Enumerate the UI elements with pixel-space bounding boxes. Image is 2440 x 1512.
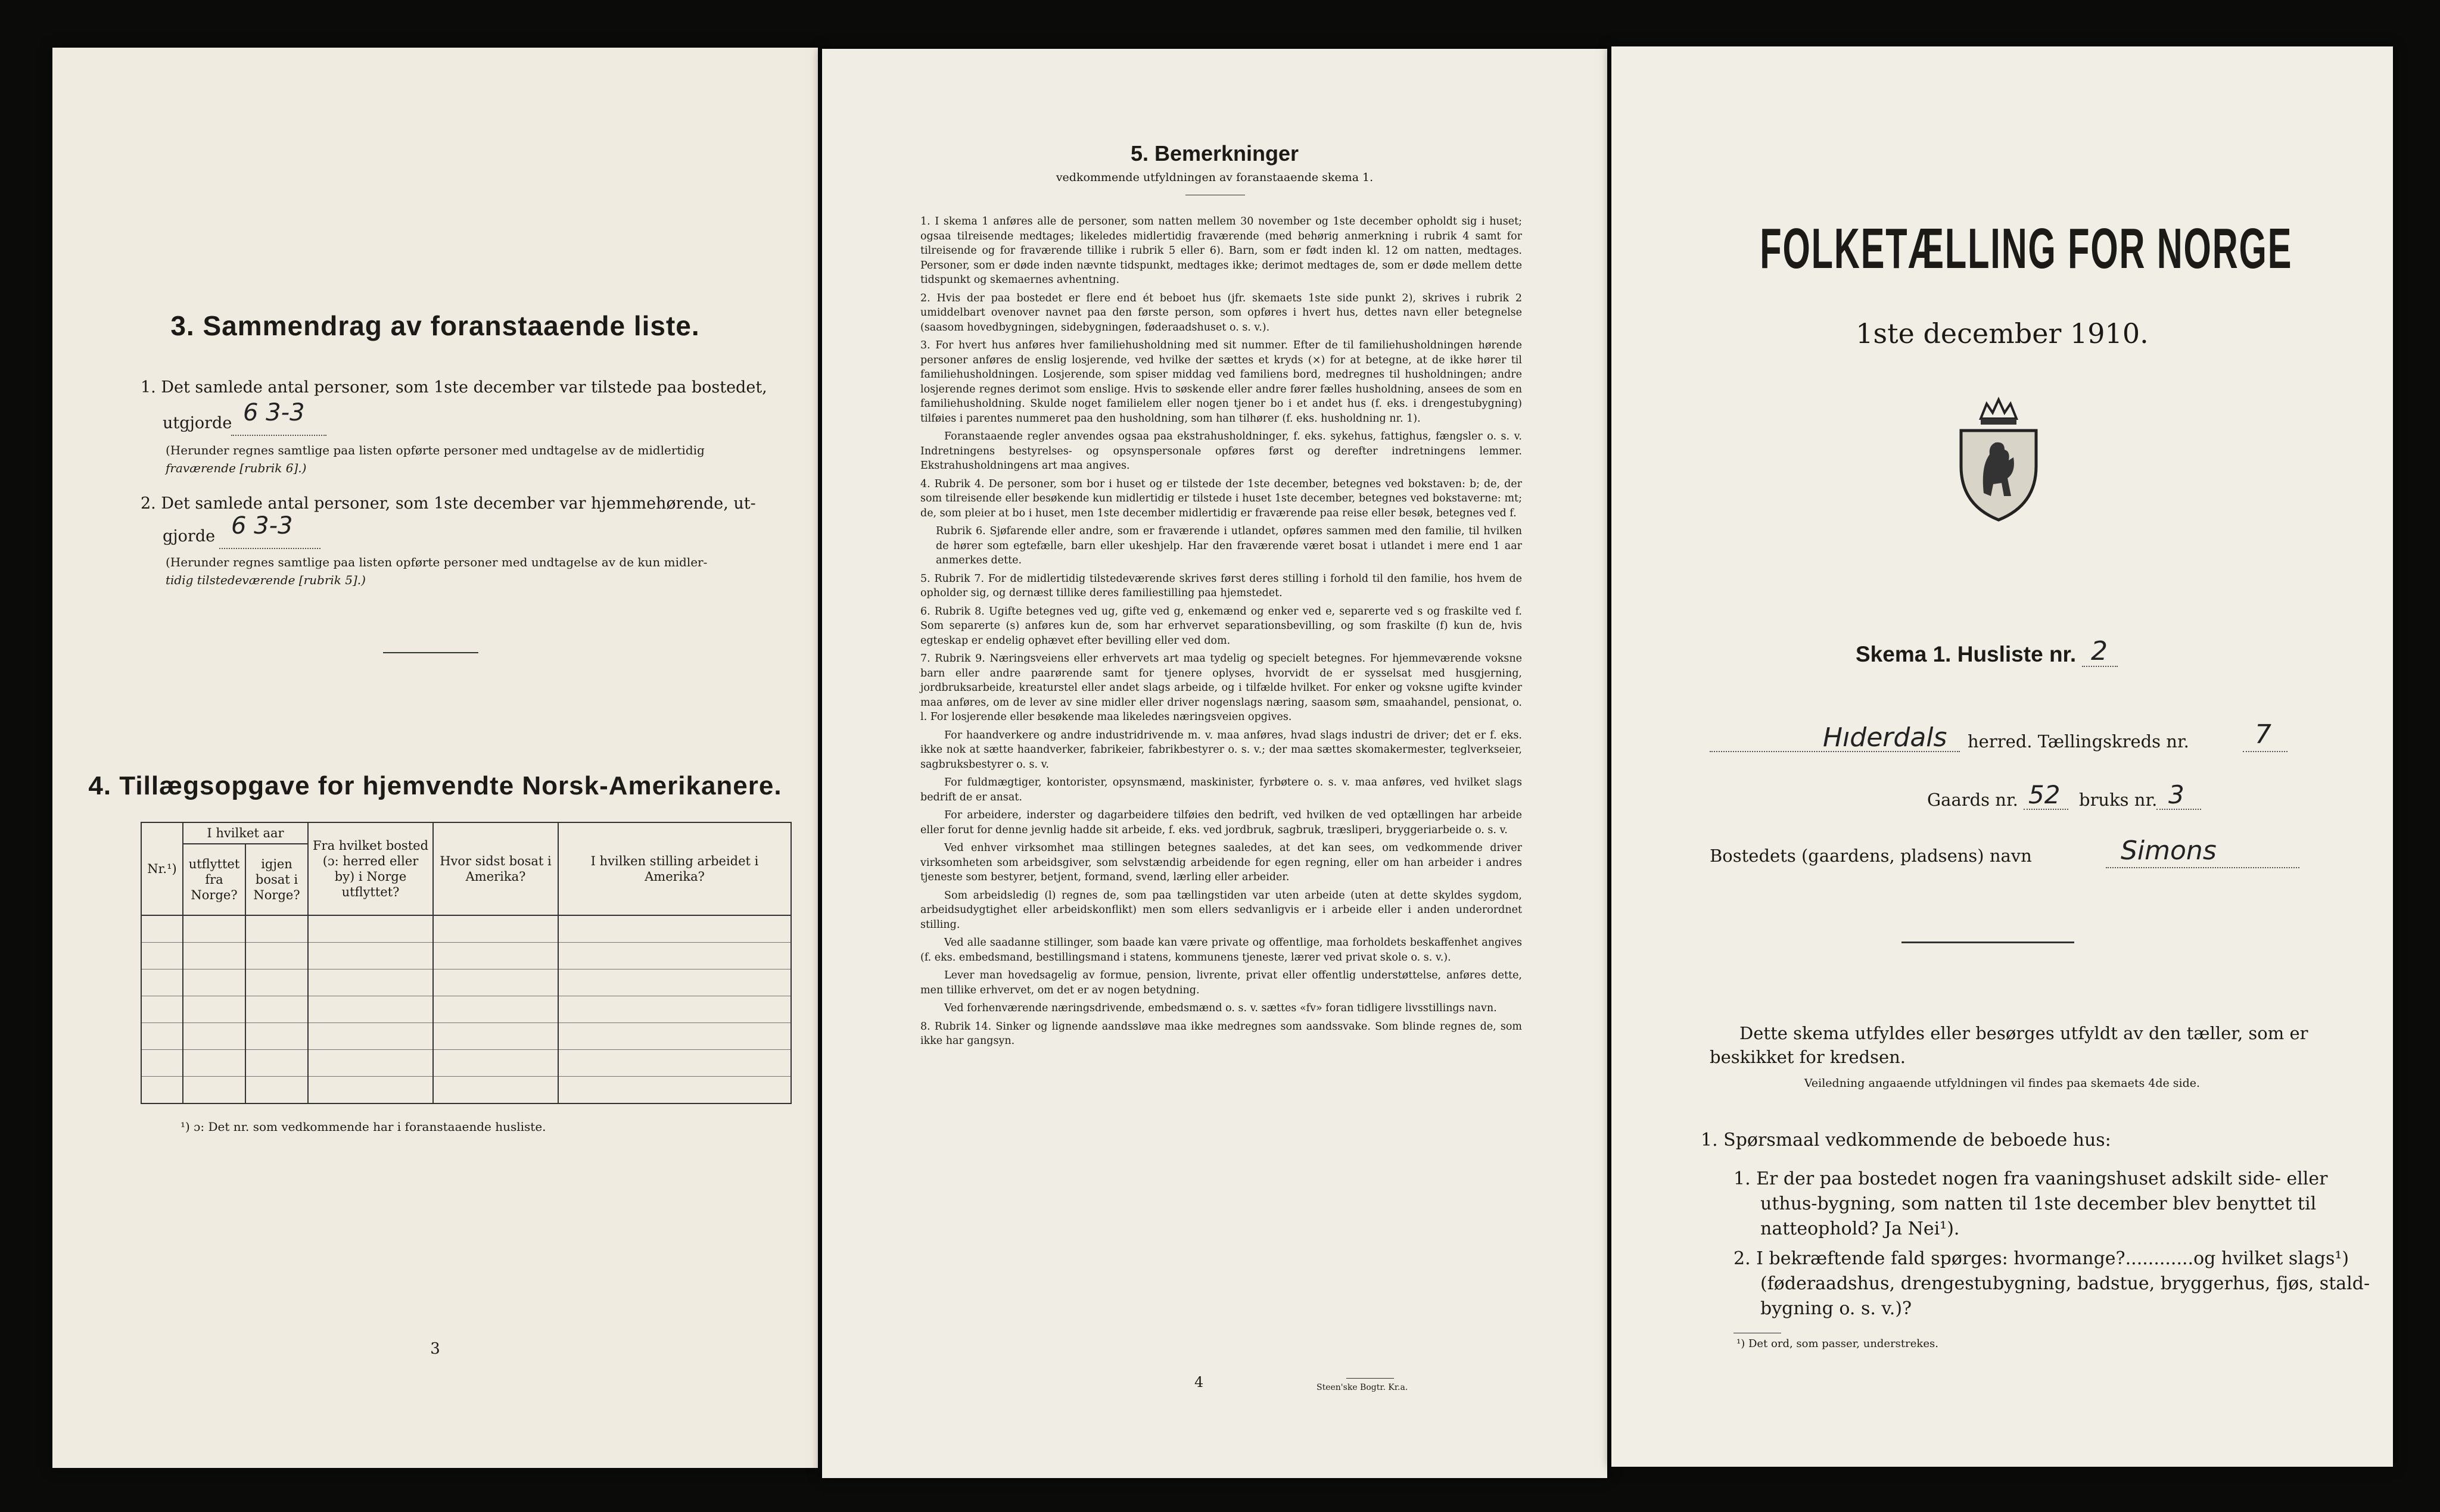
col-fra: Fra hvilket bosted (ɔ: herred eller by) i Norge utflyttet? [308, 822, 433, 915]
census-title-wrap [1611, 216, 2393, 282]
section-3-title: 3. Sammendrag av foranstaaende liste. [170, 310, 700, 341]
kreds-number-handwritten: 7 [2255, 719, 2271, 750]
question-heading: 1. Spørsmaal vedkommende de beboede hus: [1701, 1130, 2111, 1151]
bosted-label: Bostedets (gaardens, pladsens) navn [1710, 846, 2032, 866]
question-1-line-2: uthus-bygning, som natten til 1ste december blev benyttet til [1760, 1193, 2317, 1214]
gaards-number-handwritten: 52 [2028, 780, 2061, 809]
question-2-line-2: (føderaadshus, drengestubygning, badstue, bryggerhus, fjøs, stald- [1760, 1273, 2370, 1294]
remark-paragraph: Foranstaaende regler anvendes ogsaa paa ekstrahusholdninger, f. eks. sykehus, fattighus, fængsler o. s. v. Indretningens bestyrelses- og opsynspersonale opføres først og derefter indretningens lemmer. Ekstrahusholdningens art maa angives. [920, 431, 1522, 472]
remark-paragraph: Rubrik 6. Sjøfarende eller andre, som er fraværende i utlandet, opføres sammen med den familie, til hvilken de hører som egtefælle, barn eller ukeshjelp. Har den fraværende været bosat i utlandet i mere end 1 aar anmerkes dette. [936, 525, 1522, 566]
divider [383, 652, 478, 653]
remark-paragraph: Ved enhver virksomhet maa stillingen betegnes saaledes, at det kan sees, om vedkommende driver virksomheten som arbeidsgiver, som selvstændig arbeidende for egen regning, eller om han arbeider i andres tjeneste som bestyrer, betjent, formand, svend, lærling eller arbeider. [920, 842, 1522, 883]
husliste-number-handwritten: 2 [2091, 636, 2108, 666]
item-2-note-cont: tidig tilstedeværende [rubrik 5].) [166, 573, 366, 587]
item-2-gjorde-label: gjorde [163, 527, 216, 545]
bruks-number-handwritten: 3 [2168, 780, 2184, 809]
question-2-line-3: bygning o. s. v.)? [1760, 1298, 1912, 1319]
col-nr: Nr.¹) [141, 822, 183, 915]
gaards-label: Gaards nr. [1927, 790, 2018, 810]
remark-paragraph: Ved alle saadanne stillinger, som baade kan være private og offentlige, maa forholdets beskaffenhet angives (f. eks. embedsmand, bestillingsmand i statens, kommunens tjeneste, lærer ved privat skole o. s. v.). [920, 937, 1522, 964]
question-1-line-1: 1. Er der paa bostedet nogen fra vaaningshuset adskilt side- eller [1733, 1168, 2328, 1189]
remark-paragraph: 5. Rubrik 7. For de midlertidig tilstedeværende skrives først deres stilling i forhold til den familie, hos hvem de opholder sig, og dernæst tillike deres familiestilling paa hjemstedet. [920, 572, 1522, 599]
col-group-aar: I hvilket aar [183, 822, 308, 844]
norsk-amerikanere-table [141, 822, 792, 1104]
page-number: 3 [430, 1340, 440, 1358]
printer-mark: Steen'ske Bogtr. Kr.a. [1317, 1383, 1408, 1392]
remark-paragraph: For fuldmægtiger, kontorister, opsynsmænd, maskinister, fyrbøtere o. s. v. maa anføres, ved hvilket slags bedrift de er ansat. [920, 777, 1522, 803]
col-stilling: I hvilken stilling arbeidet i Amerika? [558, 822, 791, 915]
page-4-remarks [822, 49, 1607, 1478]
bruks-label: bruks nr. [2079, 790, 2158, 810]
intro-guidance: Veiledning angaaende utfyldningen vil findes paa skemaets 4de side. [1804, 1077, 2201, 1090]
census-date: 1ste december 1910. [1856, 317, 2149, 350]
kreds-dotted-line [2243, 751, 2288, 752]
table-row [141, 1077, 791, 1104]
item-1-utgjorde-label: utgjorde [163, 414, 232, 432]
table-row [141, 996, 791, 1023]
herred-label: herred. Tællingskreds nr. [1968, 731, 2189, 752]
item-1-note-cont: fraværende [rubrik 6].) [166, 461, 307, 475]
section-4-title: 4. Tillægsopgave for hjemvendte Norsk-Amerikanere. [88, 771, 782, 800]
item-1-handwritten-count: 6 3-3 [243, 399, 305, 426]
remarks-body [920, 214, 1522, 1052]
intro-text: Dette skema utfyldes eller besørges utfyldt av den tæller, som er [1739, 1023, 2308, 1043]
census-title: FOLKETÆLLING FOR NORGE [1760, 217, 2293, 280]
divider [1901, 942, 2074, 943]
remark-paragraph: 2. Hvis der paa bostedet er flere end ét beboet hus (jfr. skemaets 1ste side punkt 2), skrives i rubrik 2 umiddelbart ovenover navnet paa den første person, som opføres i hvert hus, dettes navn eller betegnelse (saasom hovedbygningen, sidebygningen, føderaadshuset o. s. v.). [920, 292, 1522, 333]
item-2-handwritten-count: 6 3-3 [231, 512, 293, 540]
remarks-title: 5. Bemerkninger [1130, 141, 1299, 166]
norway-coat-of-arms-icon [1954, 395, 2043, 523]
item-1-dotted-line [231, 435, 326, 436]
bosted-dotted-line [2106, 867, 2299, 868]
remark-paragraph: Som arbeidsledig (l) regnes de, som paa tællingstiden var uten arbeide (uten at dette skyldes sygdom, arbeidsudygtighet eller arbeidskonflikt) men som ellers sedvanligvis er i arbeide eller i anden underordnet stilling. [920, 889, 1522, 931]
table-row [141, 915, 791, 943]
table-row [141, 1050, 791, 1077]
remarks-subtitle: vedkommende utfyldningen av foranstaaende skema 1. [1056, 171, 1374, 184]
remark-paragraph: For arbeidere, inderster og dagarbeidere tilføies den bedrift, ved hvilken de ved optællingen har arbeide eller forut for denne jevnlig hadde sit arbeide, f. eks. ved jordbruk, sagbruk, træsliperi, bryggeriarbeide o. s. v. [920, 809, 1522, 836]
table-footnote: ¹) ɔ: Det nr. som vedkommende har i foranstaaende husliste. [180, 1120, 546, 1134]
question-1-line-3: natteophold? Ja Nei¹). [1760, 1218, 1960, 1239]
remark-paragraph: 7. Rubrik 9. Næringsveiens eller erhvervets art maa tydelig og specielt betegnes. For hjemmeværende voksne barn eller andre paarørende samt for tjenere oplyses, hvorvidt de er sysselsat med husgjerning, jordbruksarbeide, kreaturstel eller andet slags arbeide, og i tilfælde hvilket. For enker og voksne ugifte kvinder maa anføres, om de lever av sine midler eller driver nogenslags næring, saasom søm, smaahandel, pensionat, o. l. For losjerende eller besøkende maa likeledes næringsveien opgives. [920, 653, 1522, 723]
bruks-dotted-line [2156, 809, 2201, 810]
remark-paragraph: 1. I skema 1 anføres alle de personer, som natten mellem 30 november og 1ste december opholdt sig i huset; ogsaa tilreisende medtages; likeledes midlertidig fraværende (med behørig anmerkning i rubrik 4 samt for tilreisende og for fraværende tillike i rubrik 5 eller 6). Barn, som er født inden kl. 12 om natten, medtages. Personer, som er døde inden nævnte tidspunkt, medtages ikke; derimot medtages de, som er døde mellem dette tidspunkt og skemaernes avhentning. [920, 216, 1522, 286]
remark-paragraph: Lever man hovedsagelig av formue, pension, livrente, privat eller offentlig understøttelse, anføres dette, men tillike erhvervet, om det er av nogen betydning. [920, 969, 1522, 996]
bosted-name-handwritten: Simons [2121, 836, 2217, 866]
page-number: 4 [1194, 1374, 1204, 1391]
skema-label: Skema 1. Husliste nr. [1856, 642, 2077, 666]
item-1-note: (Herunder regnes samtlige paa listen opførte personer med undtagelse av de midlertidig [166, 443, 705, 457]
divider [1346, 1378, 1394, 1379]
remark-paragraph: 8. Rubrik 14. Sinker og lignende aandssløve maa ikke medregnes som aandssvake. Som blinde regnes de, som ikke har gangsyn. [920, 1020, 1522, 1047]
page-3-summary [52, 48, 818, 1468]
remark-paragraph: 3. For hvert hus anføres hver familiehusholdning med sit nummer. Efter de til familiehusholdningen hørende personer anføres de enslig losjerende, ved hvilke der sættes et kryds (×) for at betegne, at de ikke hører til familiehusholdningen. Losjerende, som spiser middag ved familiens bord, medregnes til husholdningen; andre losjerende regnes derimot som enslige. Hvis to søskende eller andre fører fælles husholdning, ansees de som en familiehusholdning. Skulde noget familielem eller nogen tjener bo i et andet hus (f. eks. i drengestubygning) tilføies i parentes nummeret paa den husholdning, som han tilhører (f. eks. husholdning nr. 1). [920, 339, 1522, 425]
table-row [141, 943, 791, 969]
remark-paragraph: 4. Rubrik 4. De personer, som bor i huset og er tilstede der 1ste december, betegnes ved bokstaven: b; de, der som tilreisende eller besøkende kun midlertidig er tilstede i huset 1ste december, betegnes ved bokstaverne: mt; de, som pleier at bo i huset, men 1ste december midlertidig er fraværende paa reise eller besøk, betegnes ved f. [920, 478, 1522, 519]
col-hvor: Hvor sidst bosat i Amerika? [433, 822, 558, 915]
remark-paragraph: For haandverkere og andre industridrivende m. v. maa anføres, hvad slags industri de driver; det er f. eks. ikke nok at sætte haandverker, fabrikeier, fabrikbestyrer o. s. v.; der maa sættes skomakermester, teglverkseier, sagbruksbestyrer o. s. v. [920, 729, 1522, 771]
table-row [141, 969, 791, 996]
item-2-dotted-line [219, 548, 320, 549]
herred-handwritten: Hıderdals [1823, 722, 1947, 753]
gaards-dotted-line [2024, 809, 2068, 810]
cover-footnote: ¹) Det ord, som passer, understrekes. [1736, 1338, 1938, 1350]
item-2-text: 2. Det samlede antal personer, som 1ste december var hjemmehørende, ut- [141, 494, 756, 513]
page-1-cover [1611, 46, 2393, 1467]
intro-text-cont: beskikket for kredsen. [1710, 1047, 1906, 1067]
col-igjen: igjen bosat i Norge? [245, 844, 308, 915]
table-row [141, 1023, 791, 1050]
remark-paragraph: 6. Rubrik 8. Ugifte betegnes ved ug, gifte ved g, enkemænd og enker ved e, separerte ved s og fraskilte ved f. Som separerte (s) anføres kun de, som har erhvervet separationsbevilling, og som fraskilte (f) kun de, hvis egteskap er endelig ophævet efter bevilling eller ved dom. [920, 605, 1522, 647]
remark-paragraph: Ved forhenværende næringsdrivende, embedsmænd o. s. v. sættes «fv» foran tidligere livsstillings navn. [944, 1002, 1497, 1014]
col-utflyttet: utflyttet fra Norge? [183, 844, 245, 915]
husliste-dotted-line [2082, 666, 2118, 667]
question-2-line-1: 2. I bekræftende fald spørges: hvormange?............og hvilket slags¹) [1733, 1248, 2349, 1269]
item-2-note: (Herunder regnes samtlige paa listen opførte personer med undtagelse av de kun midler- [166, 555, 708, 569]
item-1-text: 1. Det samlede antal personer, som 1ste december var tilstede paa bostedet, [141, 378, 767, 397]
